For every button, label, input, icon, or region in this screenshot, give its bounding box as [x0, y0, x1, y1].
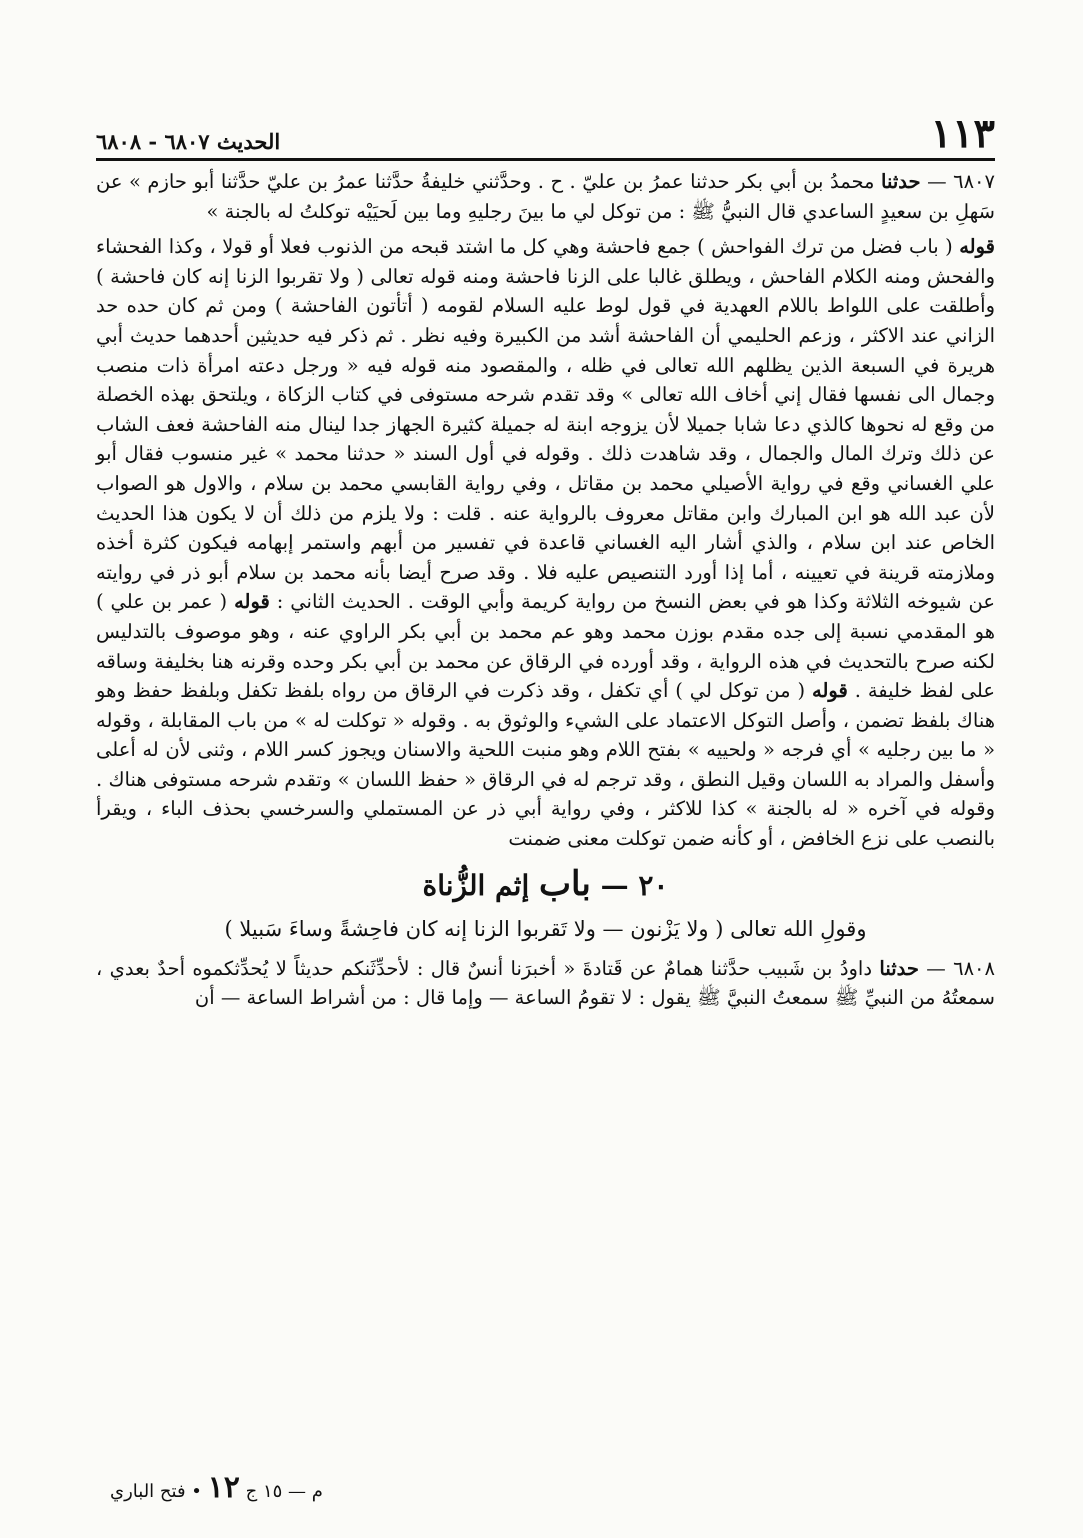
footer-signature: م — ١٥ ج — [245, 1481, 323, 1502]
chapter-title: إثم الزُّناة — [422, 868, 530, 902]
chapter-heading — [96, 864, 995, 906]
hadith-lead: حدثنا — [881, 170, 921, 193]
header-rule — [96, 158, 995, 161]
commentary-text: ( عمر بن علي ) هو المقدمي نسبة إلى جده مقدم بوزن محمد وهو عم محمد بن أبي بكر الراوي عنه ، وهو موصوف بالتدليس لكنه صرح بالتحديث في هذه الرواية ، وقد أورده في الرقاق عن محمد بن أبي بكر وحده وقرنه هنا بخليفة وساقه على لفظ خليفة . — [96, 590, 995, 703]
hadith-6808 — [96, 954, 995, 1013]
page-header — [96, 96, 995, 157]
chapter-word: باب — [539, 863, 591, 904]
quran-verse: وقولِ الله تعالى ( ولا يَزْنون — ولا تَقربوا الزنا إنه كان فاحِشةً وساءَ سَبيلا ) — [224, 916, 867, 941]
hadith-6807 — [96, 167, 995, 226]
hadith-text: محمدُ بن أبي بكر حدثنا عمرُ بن عليّ . ح . وحدَّثني خليفةُ حدَّثنا عمرُ بن عليّ حدَّثنا أبو حازم » عن سَهلِ بن سعيدٍ الساعدي قال النبيُّ ﷺ : من توكل لي ما بينَ رجليهِ وما بين لَحيَيْه توكلتُ له بالجنة » — [96, 170, 995, 223]
commentary-lead: قوله — [959, 235, 995, 259]
commentary-lead: قوله — [812, 679, 848, 703]
hadith-number: ٦٨٠٧ — — [927, 170, 996, 193]
page-number: ١١٣ — [930, 110, 995, 157]
hadith-number: ٦٨٠٨ — — [926, 956, 996, 980]
commentary-text: ( من توكل لي ) أي تكفل ، وقد ذكرت في الرقاق من رواه بلفظ تكفل وبلفظ حفظ وهو هناك بلفظ تضمن ، وأصل التوكل الاعتماد على الشيء والوثوق به . وقوله « توكلت له » من باب المقابلة ، وقوله « ما بين رجليه » أي فرجه « ولحييه » بفتح اللام وهو منبت اللحية والاسنان ويجوز كسر اللام ، وثنى لأن له أعلى وأسفل والمراد به اللسان وقيل النطق ، وقد ترجم له في الرقاق « حفظ اللسان » وتقدم شرحه مستوفى هناك . وقوله في آخره « له بالجنة » كذا للاكثر ، وفي رواية أبي ذر عن المستملي والسرخسي بحذف الباء ، ويقرأ بالنصب على نزع الخافض ، أو كأنه ضمن توكلت معنى ضمنت — [96, 679, 995, 851]
page-footer — [110, 1470, 323, 1505]
header-title: الحديث ٦٨٠٧ - ٦٨٠٨ — [96, 129, 281, 154]
commentary — [96, 232, 995, 853]
commentary-lead: قوله — [234, 590, 270, 614]
footer-volume: ١٢ — [207, 1470, 240, 1505]
commentary-text: ( باب فضل من ترك الفواحش ) جمع فاحشة وهي كل ما اشتد قبحه من الذنوب فعلا أو قولا ، وكذا الفحشاء والفحش ومنه الكلام الفاحش ، ويطلق غالبا على الزنا فاحشة ومنه قوله تعالى ( ولا تقربوا الزنا إنه كان فاحشة ) وأطلقت على اللواط باللام العهدية في قول لوط عليه السلام لقومه ( أتأتون الفاحشة ) ومن ثم كان حده حد الزاني عند الاكثر ، وزعم الحليمي أن الفاحشة أشد من الكبيرة وفيه نظر . ثم ذكر فيه حديثين أحدهما حديث أبي هريرة في السبعة الذين يظلهم الله تعالى في ظله ، والمقصود منه قوله فيه « ورجل دعته امرأة ذات منصب وجمال الى نفسها فقال إني أخاف الله تعالى » وقد تقدم شرحه مستوفى في كتاب الزكاة ، ويلتحق بهذه الخصلة من وقع له نحوها كالذي دعا شابا جميلا لأن يزوجه ابنة له جميلة كثيرة الجهاز جدا لينال منه الفاحشة فعف الشاب عن ذلك وترك المال والجمال ، وقد شاهدت ذلك . وقوله في أول السند « حدثنا محمد » غير منسوب فقال أبو علي الغساني وقع في رواية الأصيلي محمد بن مقاتل ، وفي رواية القابسي محمد بن سلام ، والاول هو الصواب لأن عبد الله هو ابن المبارك وابن مقاتل معروف بالرواية عنه . قلت : ولا يلزم من ذلك أن لا يكون هذا الحديث الخاص عند ابن سلام ، والذي أشار اليه الغساني قاعدة في تفسير من أبهم واستمر إبهامه فيكون كثرة أخذه وملازمته قرينة في تعيينه ، أما إذا أورد التنصيص عليه فلا . وقد صرح أيضا بأنه محمد بن سلام أبو ذر في روايته عن شيوخه الثلاثة وكذا هو في بعض النسخ من رواية كريمة وأبي الوقت . الحديث الثاني : — [96, 235, 996, 614]
hadith-text: داودُ بن شَبيب حدَّثنا همامٌ عن قَتادةَ « أخبرَنا أنسٌ قال : لأحدِّثَنكم حديثاً لا يُحدِّثكموه أحدٌ بعدي ، سمعتُهُ من النبيِّ ﷺ سمعتُ النبيَّ ﷺ يقول : لا تقومُ الساعة — وإما قال : من أشراط الساعة — أن — [96, 956, 995, 1010]
hadith-lead: حدثنا — [879, 956, 919, 980]
footer-book: • فتح الباري — [110, 1481, 202, 1502]
chapter-number: ٢٠ — — [600, 868, 669, 902]
